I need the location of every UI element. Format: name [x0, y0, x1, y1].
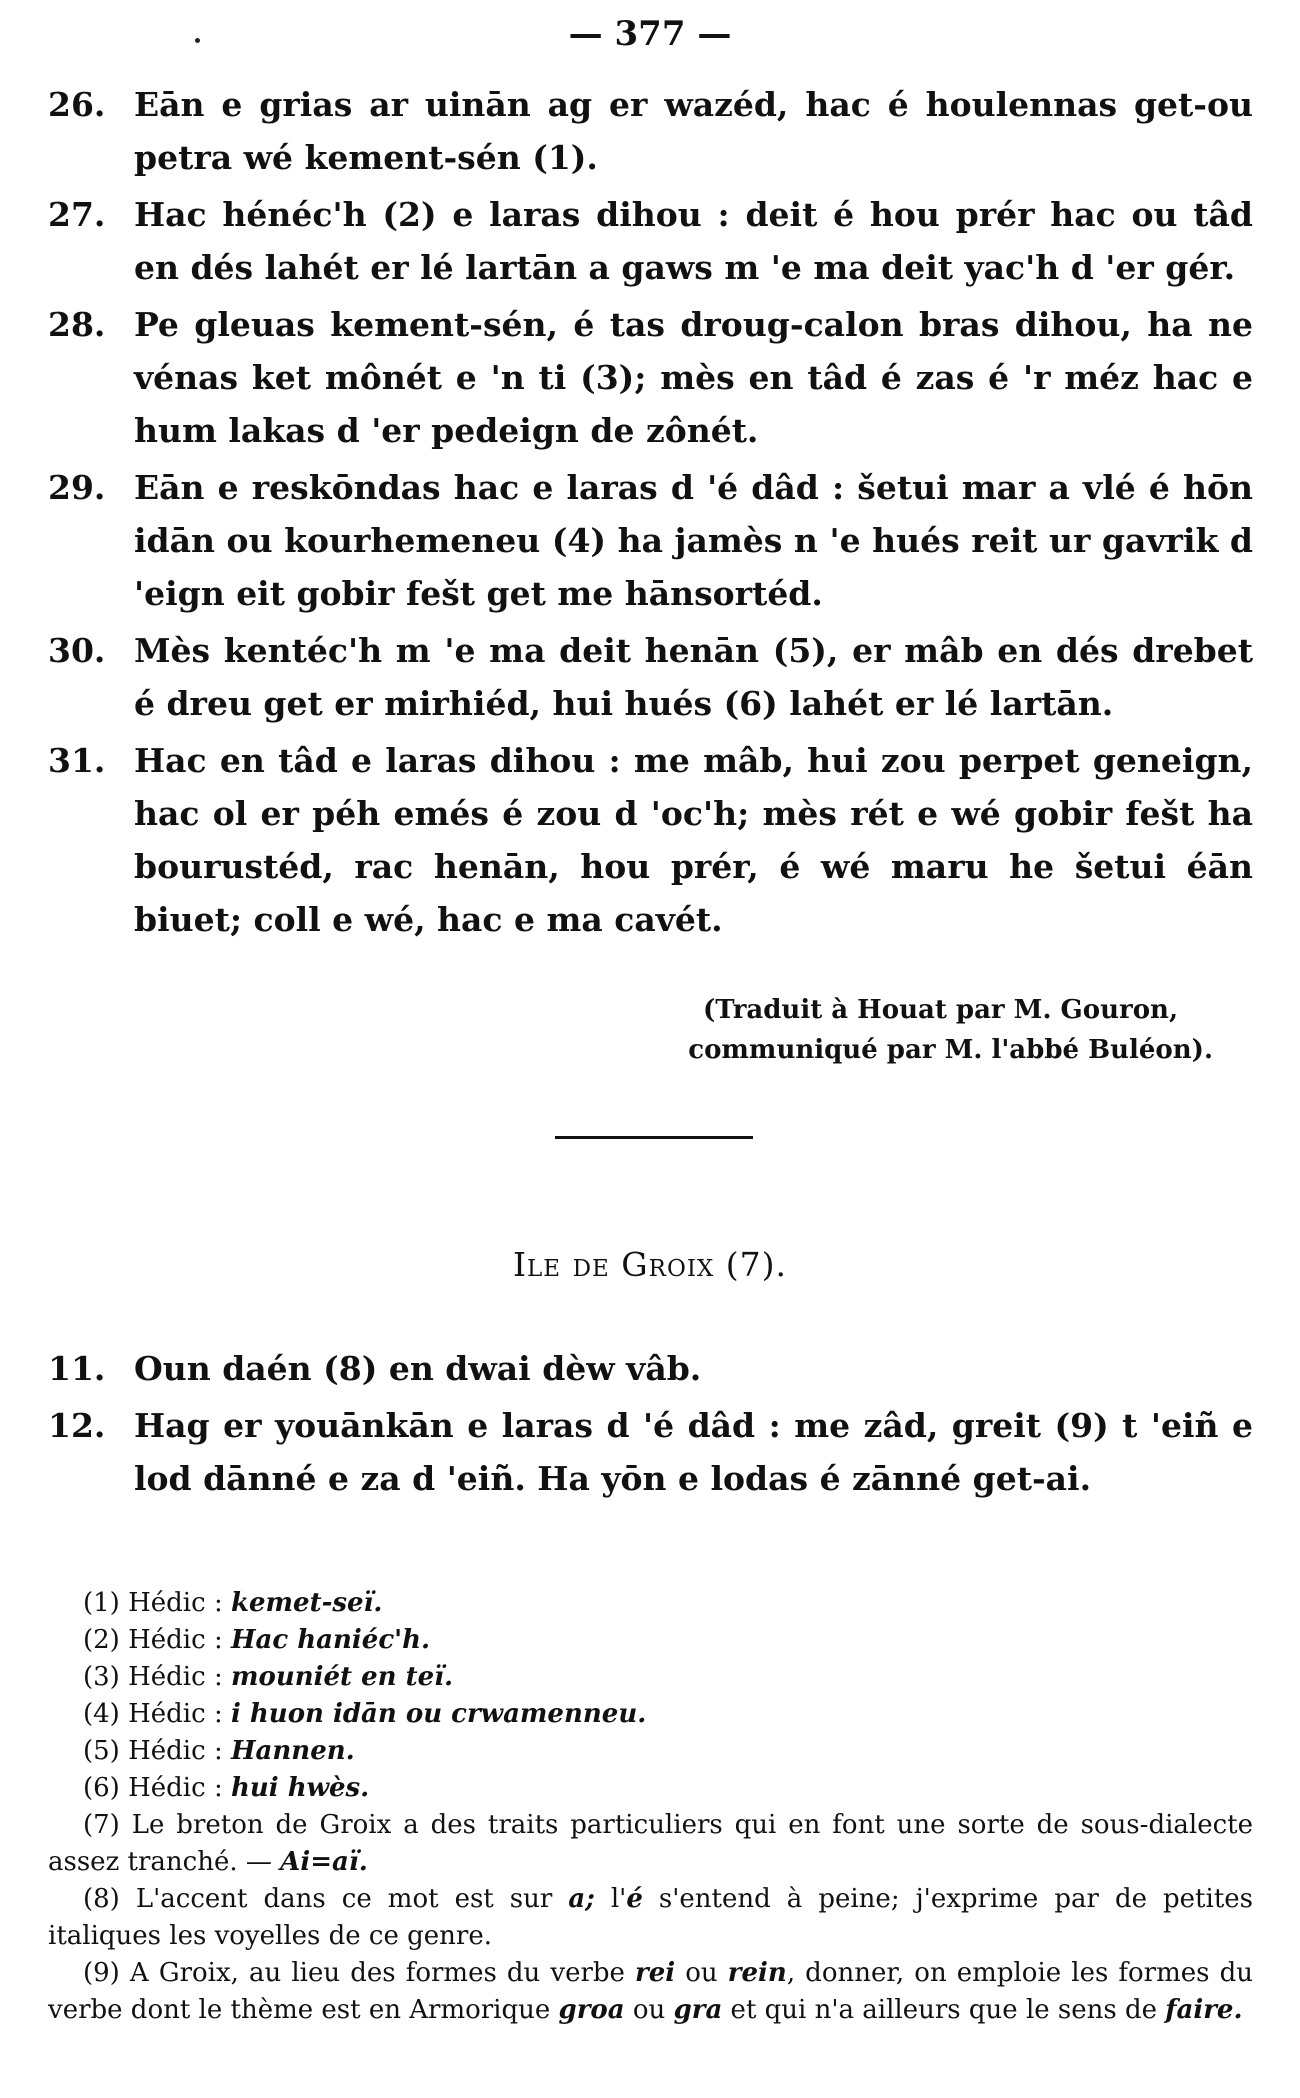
footnote-9-text-c: , donner, on emploie les formes du verbe dont le thème est en Armorique — [48, 1958, 1253, 2025]
footnote-7-text: (7) Le breton de Groix a des traits particuliers qui en font une sorte de sous-dialecte assez tranché. — — [48, 1810, 1253, 1877]
footnote-7 — [48, 1807, 1253, 1881]
footnote-9-italic-a: rei — [635, 1958, 676, 1988]
verse-text: Hag er youānkān e laras d 'é dâd : me zâd, greit (9) t 'eiñ e lod dānné e za d 'eiñ. Ha yōn e lodas é zānné get-ai. — [134, 1406, 1253, 1498]
stray-ink-mark — [195, 38, 200, 43]
verse-text: Oun daén (8) en dwai dèw vâb. — [134, 1349, 702, 1388]
footnote-8-italic-b: é — [626, 1884, 643, 1914]
footnote-8-text-c: s'entend à peine; j'exprime par de petites italiques les voyelles de ce genre. — [48, 1884, 1253, 1951]
verse-27 — [48, 188, 1253, 294]
verse-number: 12. — [48, 1406, 106, 1445]
verse-text: Mès kentéc'h m 'e ma deit henān (5), er mâb en dés drebet é dreu get er mirhiéd, hui hués (6) lahét er lé lartān. — [134, 631, 1253, 723]
verse-number: 29. — [48, 468, 106, 507]
footnote-8 — [48, 1881, 1253, 1955]
credit-line-1: (Traduit à Houat par M. Gouron, — [702, 995, 1178, 1025]
footnote-9-text-e: et qui n'a ailleurs que le sens de — [722, 1995, 1166, 2025]
verse-30 — [48, 624, 1253, 730]
verse-11 — [48, 1342, 1253, 1395]
section-title: Ile de Groix (7). — [512, 1245, 788, 1284]
verse-text: Pe gleuas kement-sén, é tas droug-calon bras dihou, ha ne vénas ket mônét e 'n ti (3); mès en tâd é zas é 'r méz hac e hum lakas d 'er pedeign de zônét. — [134, 305, 1253, 450]
footnote-value: hui hwès. — [230, 1773, 370, 1803]
footnote-9 — [48, 1955, 1253, 2029]
footnote-label: (2) Hédic : — [83, 1625, 223, 1655]
footnote-value: Hannen. — [230, 1736, 355, 1766]
footnotes — [48, 1585, 1253, 2029]
verse-28 — [48, 298, 1253, 457]
verse-number: 30. — [48, 631, 106, 670]
footnote-9-italic-d: gra — [673, 1995, 723, 2025]
verse-31 — [48, 734, 1253, 946]
footnote-4 — [48, 1696, 1253, 1733]
footnote-label: (4) Hédic : — [83, 1699, 223, 1729]
verse-text: Hac hénéc'h (2) e laras dihou : deit é hou prér hac ou tâd en dés lahét er lé lartān a gaws m 'e ma deit yac'h d 'er gér. — [134, 195, 1253, 287]
verses-block-groix — [48, 1342, 1253, 1509]
footnote-7-italic: Ai=aï. — [280, 1847, 368, 1877]
footnote-9-text-d: ou — [624, 1995, 674, 2025]
footnote-9-italic-e: faire. — [1165, 1995, 1243, 2025]
footnote-9-italic-b: rein — [727, 1958, 787, 1988]
verse-number: 26. — [48, 85, 106, 124]
verse-number: 28. — [48, 305, 106, 344]
footnote-value: Hac haniéc'h. — [230, 1625, 431, 1655]
verse-29 — [48, 461, 1253, 620]
verse-text: Eān e reskōndas hac e laras d 'é dâd : šetui mar a vlé é hōn idān ou kourhemeneu (4) ha jamès n 'e hués reit ur gavrik d 'eign eit gobir fešt get me hānsortéd. — [134, 468, 1253, 613]
footnote-value: kemet-seï. — [230, 1588, 383, 1618]
footnote-3 — [48, 1659, 1253, 1696]
section-divider — [555, 1136, 753, 1139]
translation-credit — [48, 990, 1253, 1070]
verse-text: Eān e grias ar uinān ag er wazéd, hac é houlennas get-ou petra wé kement-sén (1). — [134, 85, 1253, 177]
footnote-label: (3) Hédic : — [83, 1662, 223, 1692]
footnote-label: (5) Hédic : — [83, 1736, 223, 1766]
footnote-value: mouniét en teï. — [230, 1662, 454, 1692]
footnote-8-italic-a: a; — [568, 1884, 595, 1914]
footnote-9-text-a: (9) A Groix, au lieu des formes du verbe — [83, 1958, 636, 1988]
verse-12 — [48, 1399, 1253, 1505]
verse-number: 31. — [48, 741, 106, 780]
footnote-6 — [48, 1770, 1253, 1807]
footnote-8-text-a: (8) L'accent dans ce mot est sur — [83, 1884, 569, 1914]
verse-text: Hac en tâd e laras dihou : me mâb, hui zou perpet geneign, hac ol er péh emés é zou d 'oc'h; mès rét e wé gobir fešt ha bourustéd, rac henān, hou prér, é wé maru he šetui éān biuet; coll e wé, hac e ma cavét. — [134, 741, 1253, 939]
footnote-label: (1) Hédic : — [83, 1588, 223, 1618]
verse-number: 27. — [48, 195, 106, 234]
footnote-1 — [48, 1585, 1253, 1622]
footnote-9-italic-c: groa — [558, 1995, 625, 2025]
footnote-9-text-b: ou — [675, 1958, 728, 1988]
verse-26 — [48, 78, 1253, 184]
footnote-8-text-b: l' — [594, 1884, 627, 1914]
footnote-2 — [48, 1622, 1253, 1659]
footnote-value: i huon idān ou crwamenneu. — [230, 1699, 647, 1729]
verses-block-houat — [48, 78, 1253, 950]
footnote-5 — [48, 1733, 1253, 1770]
footnote-label: (6) Hédic : — [83, 1773, 223, 1803]
page-number: — 377 — — [568, 14, 732, 54]
credit-line-2: communiqué par M. l'abbé Buléon). — [688, 1035, 1213, 1065]
verse-number: 11. — [48, 1349, 106, 1388]
